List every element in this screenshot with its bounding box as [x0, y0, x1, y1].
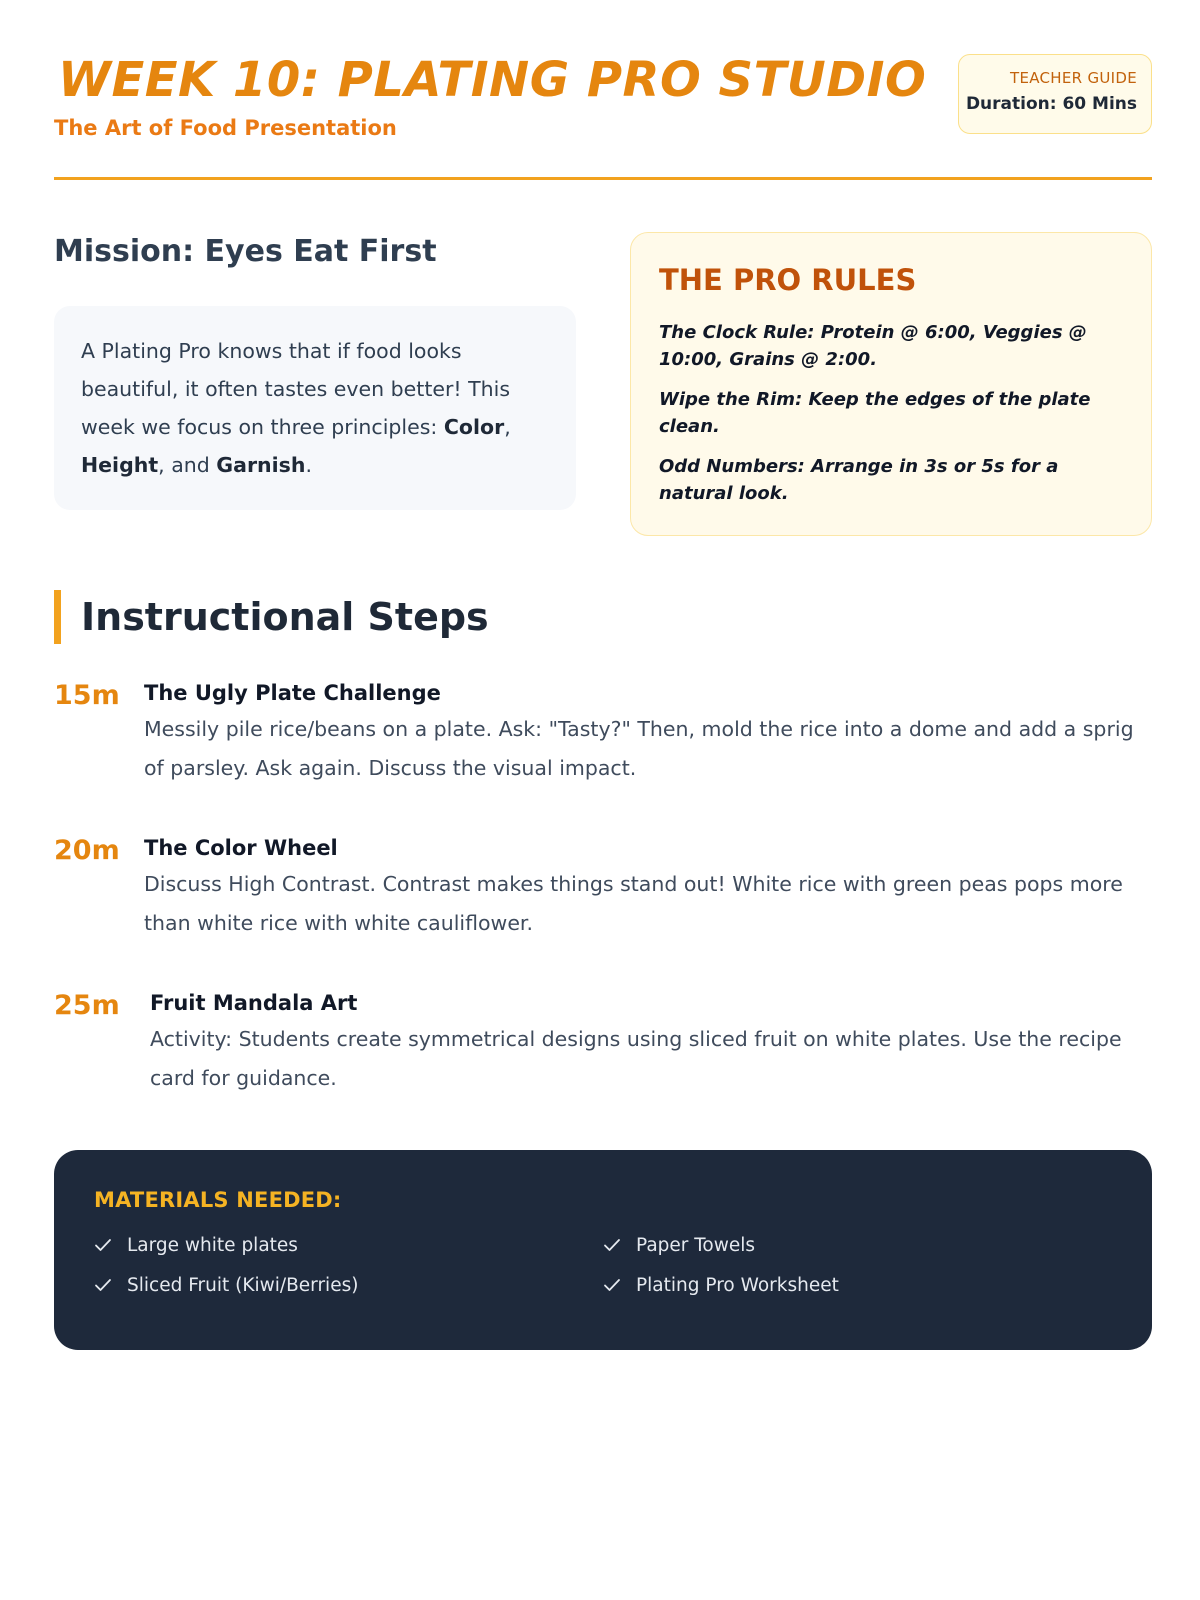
- pro-rules-card: [630, 232, 1152, 536]
- material-label: Sliced Fruit (Kiwi/Berries): [127, 1274, 359, 1296]
- mission-intro: A Plating Pro knows that if food looks beautiful, it often tastes even better! This week we focus on three principles:: [81, 339, 511, 439]
- material-label: Plating Pro Worksheet: [636, 1274, 839, 1296]
- check-icon: [94, 1238, 112, 1252]
- principle-height: Height: [81, 453, 159, 477]
- step-desc: Activity: Students create symmetrical designs using sliced fruit on white plates. Use the recipe card for guidance.: [150, 1027, 1122, 1090]
- mission-heading: Mission: Eyes Eat First: [54, 234, 437, 269]
- rule-item: Odd Numbers: Arrange in 3s or 5s for a natural look.: [659, 456, 1059, 504]
- material-label: Paper Towels: [636, 1234, 756, 1256]
- material-item: [94, 1272, 603, 1298]
- step-body: [144, 678, 1152, 787]
- rule-item: The Clock Rule: Protein @ 6:00, Veggies @ 10:00, Grains @ 2:00.: [659, 322, 1087, 370]
- principle-color: Color: [443, 415, 505, 439]
- materials-list: [94, 1232, 1112, 1298]
- mission-sep-1: ,: [504, 415, 511, 439]
- guide-label: TEACHER GUIDE: [1009, 69, 1137, 87]
- teacher-guide-badge: [958, 54, 1152, 134]
- step-title: The Color Wheel: [144, 836, 338, 860]
- principle-garnish: Garnish: [216, 453, 306, 477]
- mission-end: .: [305, 453, 312, 477]
- step-time: 25m: [54, 990, 120, 1021]
- material-item: [94, 1232, 603, 1258]
- guide-duration: Duration: 60 Mins: [965, 94, 1137, 114]
- mission-card: [54, 306, 576, 510]
- materials-title: MATERIALS NEEDED:: [94, 1188, 342, 1212]
- mission-sep-2: , and: [158, 453, 217, 477]
- step-time: 15m: [54, 680, 120, 711]
- step-title: The Ugly Plate Challenge: [144, 681, 441, 705]
- page-title: WEEK 10: PLATING PRO STUDIO: [58, 52, 927, 108]
- step-body: [144, 833, 1152, 942]
- rule-item: Wipe the Rim: Keep the edges of the plate clean.: [659, 389, 1091, 437]
- page-subtitle: The Art of Food Presentation: [54, 116, 397, 140]
- lesson-plan-page: [54, 0, 1152, 1296]
- material-label: Large white plates: [127, 1234, 298, 1256]
- check-icon: [603, 1278, 621, 1292]
- material-item: [603, 1272, 1112, 1298]
- check-icon: [603, 1238, 621, 1252]
- material-item: [603, 1232, 1112, 1258]
- step-time: 20m: [54, 835, 120, 866]
- steps-heading: Instructional Steps: [54, 590, 489, 644]
- rules-title: THE PRO RULES: [659, 263, 917, 297]
- step-body: [150, 988, 1152, 1097]
- check-icon: [94, 1278, 112, 1292]
- header: [54, 0, 1152, 180]
- step-desc: Discuss High Contrast. Contrast makes things stand out! White rice with green peas pops more than white rice with white cauliflower.: [144, 872, 1123, 935]
- step-title: Fruit Mandala Art: [150, 991, 358, 1015]
- step-desc: Messily pile rice/beans on a plate. Ask: "Tasty?" Then, mold the rice into a dome and add a sprig of parsley. Ask again. Discuss the visual impact.: [144, 717, 1134, 780]
- materials-panel: [54, 1150, 1152, 1350]
